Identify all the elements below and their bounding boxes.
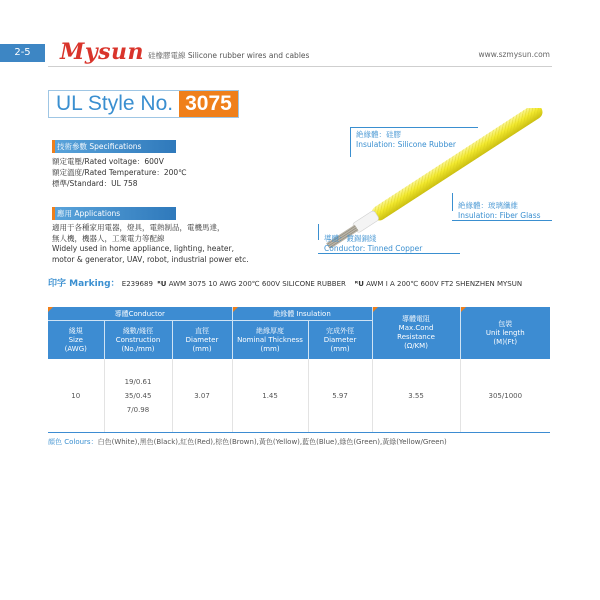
cell-resistance: 3.55	[372, 359, 460, 433]
marking-file-number: E239689	[121, 280, 153, 288]
header-unit-length	[460, 307, 550, 359]
construction-line: 35/0.45	[124, 392, 152, 400]
ul-logo-icon: ᴿU	[157, 280, 167, 288]
construction-line: 19/0.61	[124, 378, 152, 386]
callout-tinned-copper	[324, 234, 422, 254]
applications-line: 無人機，機器人，工業電力等配線	[52, 234, 165, 243]
table-row	[48, 359, 550, 433]
website-url: www.szmysun.com	[478, 50, 550, 59]
spec-rated-voltage: 額定電壓/Rated voltage：600V	[52, 157, 164, 166]
callout-fiber-glass	[458, 201, 541, 221]
cell-unit-length: 305/1000	[460, 359, 550, 433]
corner-marker	[48, 307, 53, 312]
header-line: (mm)	[192, 344, 212, 353]
callout-cn: 絶緣體：硅膠	[356, 130, 401, 139]
callout-en: Conductor: Tinned Copper	[324, 244, 423, 253]
callout-en: Insulation: Silicone Rubber	[356, 140, 456, 149]
title-text: UL Style No.	[56, 92, 174, 115]
callout-leader	[318, 224, 319, 240]
callout-cn: 絶緣體：玻璃纖維	[458, 201, 518, 210]
header-line: 綫規	[68, 326, 83, 335]
header-line: Diameter	[185, 335, 219, 344]
spec-table	[48, 307, 550, 433]
marking-label: 印字 Marking：	[48, 279, 120, 289]
callout-cn: 導體：鍍錫銅綫	[324, 234, 377, 243]
table-bottom-rule	[48, 432, 550, 433]
header-line: 絶緣厚度	[256, 326, 285, 335]
header-line: Nominal Thickness	[237, 335, 303, 344]
marking-row	[48, 276, 522, 289]
header-line: Construction	[115, 335, 161, 344]
header-divider	[48, 66, 552, 67]
cable-illustration	[284, 108, 574, 248]
marking-text-ul: AWM 3075 10 AWG 200℃ 600V SILICONE RUBBER	[168, 280, 346, 288]
applications-line: 適用于各種家用電器，燈具，電熱制品，電機馬達，	[52, 223, 225, 232]
header-nominal-thickness	[232, 321, 308, 360]
brand-logo: Mysun	[60, 39, 145, 65]
group-label: 絶緣體 Insulation	[273, 309, 331, 318]
applications-line: motor & generator, UAV, robot, industrial power etc.	[52, 255, 249, 264]
callout-leader	[350, 127, 478, 128]
cell-size: 10	[71, 392, 81, 400]
header-line: 完成外徑	[326, 326, 355, 335]
applications-heading: 應用 Applications	[52, 207, 176, 220]
header-line: 導體電阻	[402, 315, 431, 323]
style-number-badge: 3075	[179, 91, 238, 117]
spec-standard: 標準/Standard：UL 758	[52, 179, 138, 188]
table-group-insulation	[232, 307, 372, 321]
header-line: (No./mm)	[121, 344, 155, 353]
cul-logo-icon: ᴿU	[354, 280, 364, 288]
construction-line: 7/0.98	[126, 406, 150, 414]
header-diameter	[172, 321, 232, 360]
header-subtitle: 硅橡膠電線 Silicone rubber wires and cables	[148, 51, 310, 60]
callout-leader	[452, 193, 453, 211]
header-outer-diameter	[308, 321, 372, 360]
cell-diameter: 3.07	[172, 359, 232, 433]
header-line: (mm)	[330, 344, 350, 353]
header-line: Resistance	[397, 333, 435, 341]
callout-silicone-insulation	[356, 130, 456, 150]
cell-construction	[104, 359, 172, 433]
callout-en: Insulation: Fiber Glass	[458, 211, 541, 220]
header-line: 直徑	[195, 326, 210, 335]
corner-marker	[233, 307, 238, 312]
colours-label: 顔色 Colours：	[48, 438, 98, 446]
corner-marker	[461, 307, 466, 312]
header-line: (AWG)	[64, 344, 87, 353]
page-title	[48, 90, 239, 118]
header-line: Size	[68, 335, 83, 344]
header-resistance	[372, 307, 460, 359]
colours-row	[48, 437, 447, 447]
corner-marker	[373, 307, 378, 312]
header-size	[48, 321, 104, 360]
applications-line: Widely used in home appliance, lighting, heater,	[52, 244, 235, 253]
header-line: Unit length	[485, 328, 525, 337]
callout-leader	[350, 127, 351, 157]
header-line: 包裝	[498, 319, 513, 328]
header-line: (M)(Ft)	[493, 337, 518, 346]
spec-rated-temperature: 額定溫度/Rated Temperature：200℃	[52, 168, 187, 177]
table-group-conductor	[48, 307, 232, 321]
cell-nominal-thickness: 1.45	[232, 359, 308, 433]
header-line: (mm)	[260, 344, 280, 353]
header-line: (Ω/KM)	[404, 342, 428, 350]
group-label: 導體Conductor	[114, 309, 165, 318]
header-line: Max.Cond	[398, 324, 434, 332]
specifications-heading: 技術參數 Specifications	[52, 140, 176, 153]
header-line: Diameter	[323, 335, 357, 344]
cell-outer-diameter: 5.97	[308, 359, 372, 433]
colours-list: 白色(White),黑色(Black),紅色(Red),棕色(Brown),黃色(Yellow),藍色(Blue),綠色(Green),黃綠(Yellow/Green)	[97, 438, 447, 446]
marking-text-cul: AWM I A 200℃ 600V FT2 SHENZHEN MYSUN	[366, 280, 523, 288]
page-number: 2-5	[0, 44, 45, 62]
header-construction	[104, 321, 172, 360]
header-line: 綫數/綫徑	[122, 326, 154, 335]
